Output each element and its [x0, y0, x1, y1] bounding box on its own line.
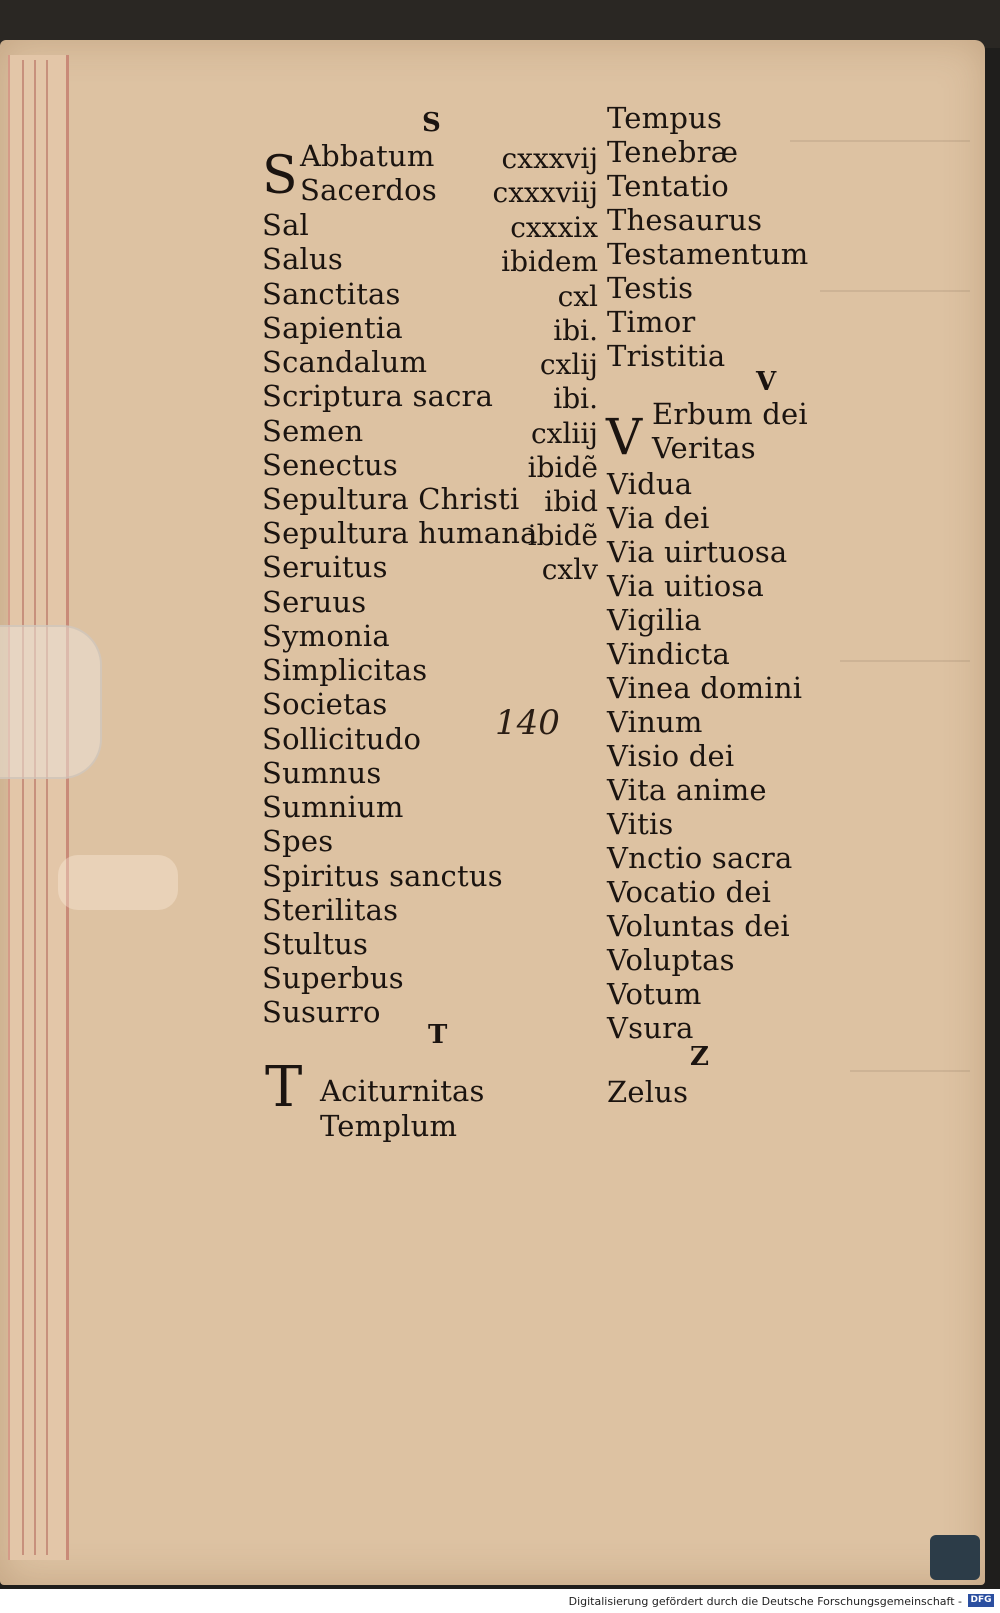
- list-item: Sumnus: [262, 756, 382, 790]
- handwritten-note: 140: [495, 703, 560, 743]
- list-item: Zelus: [607, 1075, 689, 1109]
- section-letter-s: S: [422, 108, 441, 138]
- section-letter-z: Z: [690, 1042, 709, 1072]
- list-item: Timor: [607, 305, 696, 339]
- list-item: Vindicta: [607, 637, 731, 671]
- list-item: Sapientia: [262, 311, 403, 345]
- list-item: Sollicitudo: [262, 722, 422, 756]
- show-through-mark: [840, 640, 970, 662]
- folio-ref: cxlij: [539, 348, 598, 381]
- list-item: Symonia: [262, 619, 390, 653]
- folio-ref: ibidẽ: [527, 519, 598, 552]
- list-item: Tenebræ: [607, 135, 739, 169]
- list-item: Aciturnitas: [320, 1074, 485, 1108]
- drop-initial-v: V: [606, 408, 643, 466]
- list-item: Salus: [262, 242, 343, 276]
- list-item: Sterilitas: [262, 893, 399, 927]
- list-item: Votum: [607, 977, 702, 1011]
- list-item: Veritas: [652, 431, 756, 465]
- book-clip: [0, 625, 102, 779]
- list-item: Testis: [607, 271, 694, 305]
- list-item: Susurro: [262, 995, 381, 1029]
- show-through-mark: [790, 120, 970, 142]
- list-item: Vinum: [607, 705, 703, 739]
- list-item: Voluptas: [607, 943, 735, 977]
- list-item: Tristitia: [607, 339, 726, 373]
- section-letter-v: V: [756, 367, 777, 397]
- show-through-mark: [850, 1050, 970, 1072]
- folio-ref: ibidẽ: [527, 451, 598, 484]
- list-item: Semen: [262, 414, 364, 448]
- list-item: Tentatio: [607, 169, 729, 203]
- folio-ref: cxlv: [541, 553, 598, 586]
- list-item: Societas: [262, 687, 388, 721]
- folio-ref: ibidem: [501, 245, 598, 278]
- list-item: Vsura: [607, 1011, 694, 1045]
- paper-stain: [58, 855, 178, 910]
- dfg-logo: DFG: [968, 1594, 994, 1607]
- folio-ref: cxl: [557, 280, 598, 313]
- list-item: Vita anime: [607, 773, 767, 807]
- list-item: Vnctio sacra: [607, 841, 793, 875]
- list-item: Seruus: [262, 585, 367, 619]
- list-item: Scandalum: [262, 345, 428, 379]
- list-item: Spes: [262, 824, 334, 858]
- section-letter-t: T: [428, 1020, 448, 1050]
- list-item: Simplicitas: [262, 653, 428, 687]
- page-edge-line: [34, 60, 36, 1555]
- list-item: Templum: [320, 1109, 458, 1143]
- cover-corner: [930, 1535, 980, 1580]
- list-item: Vitis: [607, 807, 674, 841]
- list-item: Sumnium: [262, 790, 404, 824]
- list-item: Testamentum: [607, 237, 809, 271]
- folio-ref: cxxxvij: [501, 142, 598, 175]
- list-item: Seruitus: [262, 550, 388, 584]
- folio-ref: cxxxix: [510, 211, 598, 244]
- list-item: Via uirtuosa: [607, 535, 788, 569]
- list-item: Stultus: [262, 927, 369, 961]
- footer-text: Digitalisierung gefördert durch die Deutsche Forschungsgemeinschaft -: [568, 1595, 962, 1608]
- list-item: Sepultura humana: [262, 516, 538, 550]
- drop-initial-t: T: [265, 1055, 303, 1120]
- list-item: Scriptura sacra: [262, 379, 494, 413]
- list-item: Erbum dei: [652, 397, 808, 431]
- show-through-mark: [820, 270, 970, 292]
- page-edge-stack: [8, 55, 69, 1560]
- folio-ref: cxxxviij: [492, 176, 598, 209]
- list-item: Vocatio dei: [607, 875, 772, 909]
- list-item: Visio dei: [607, 739, 735, 773]
- folio-ref: cxliij: [530, 417, 598, 450]
- list-item: Thesaurus: [607, 203, 763, 237]
- page-edge-line: [46, 60, 48, 1555]
- list-item: Tempus: [607, 101, 723, 135]
- folio-ref: ibid: [544, 485, 598, 518]
- folio-ref: ibi.: [553, 382, 598, 415]
- list-item: Voluntas dei: [607, 909, 790, 943]
- list-item: Via dei: [607, 501, 710, 535]
- list-item: Vigilia: [607, 603, 702, 637]
- drop-initial-s: S: [262, 146, 298, 206]
- digitization-footer: [0, 1589, 1000, 1613]
- page-edge-line: [22, 60, 24, 1555]
- list-item: Abbatum: [300, 139, 435, 173]
- folio-ref: ibi.: [553, 314, 598, 347]
- list-item: Via uitiosa: [607, 569, 764, 603]
- list-item: Sal: [262, 208, 310, 242]
- list-item: Sacerdos: [300, 173, 437, 207]
- list-item: Senectus: [262, 448, 398, 482]
- list-item: Sepultura Christi: [262, 482, 520, 516]
- list-item: Superbus: [262, 961, 404, 995]
- list-item: Vidua: [607, 467, 693, 501]
- list-item: Sanctitas: [262, 277, 401, 311]
- list-item: Vinea domini: [607, 671, 803, 705]
- list-item: Spiritus sanctus: [262, 859, 503, 893]
